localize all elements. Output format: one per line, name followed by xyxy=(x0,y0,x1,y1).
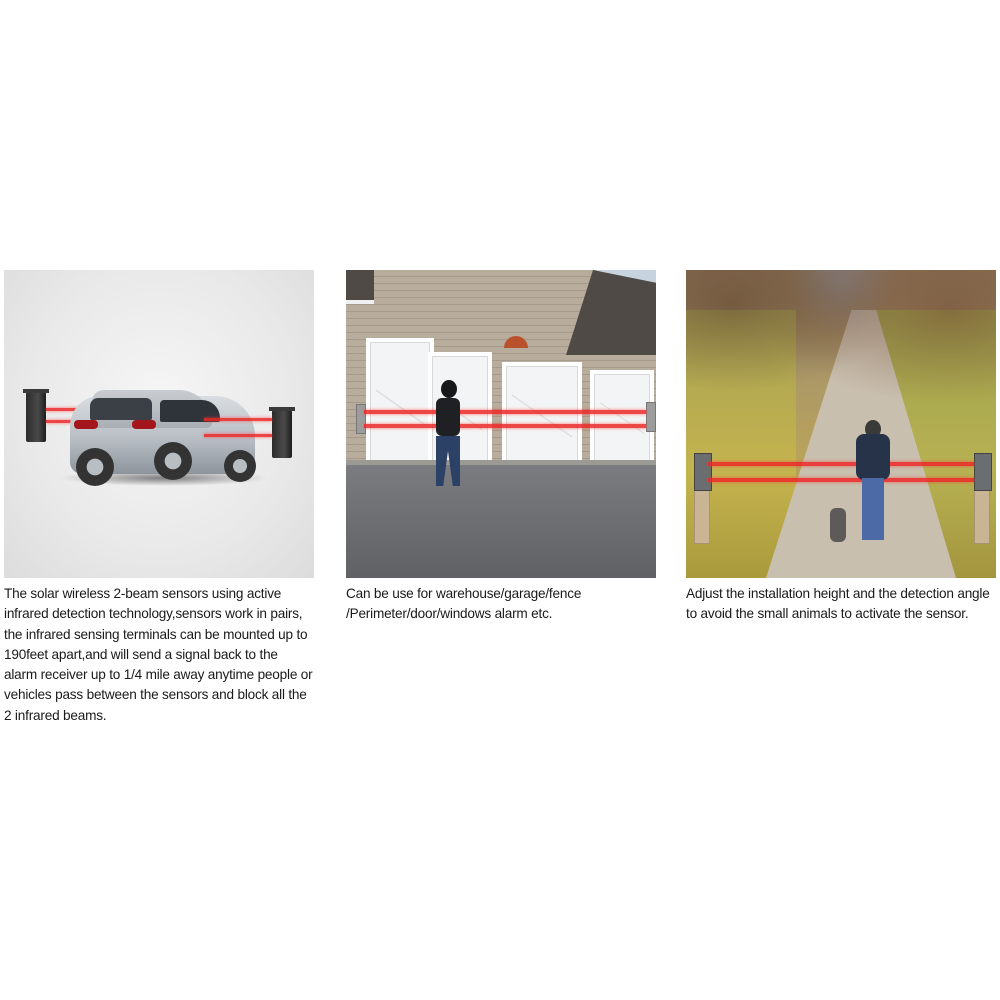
infrared-beam xyxy=(364,410,646,414)
dog xyxy=(830,508,846,542)
caption-garage: Can be use for warehouse/garage/fence /Perimeter/door/windows alarm etc. xyxy=(346,586,582,622)
bare-trees xyxy=(686,270,996,440)
panel-lane xyxy=(686,270,996,625)
right-sensor-post xyxy=(974,454,990,544)
infrared-beam xyxy=(204,434,272,437)
left-sensor-post xyxy=(26,392,46,442)
wheel xyxy=(224,450,256,482)
infrared-beam xyxy=(364,424,646,428)
left-sensor xyxy=(356,404,366,434)
right-sensor-post xyxy=(272,410,292,458)
infrared-beam xyxy=(204,418,272,421)
wheel xyxy=(76,448,114,486)
garage-door xyxy=(590,370,654,466)
caption-lane: Adjust the installation height and the detection angle to avoid the small animals to activate the sensor. xyxy=(686,586,990,622)
caption-car: The solar wireless 2-beam sensors using active infrared detection technology,sensors work in pairs, the infrared sensing terminals can be mounted up to 190feet apart,and will send a signal back to the alarm receiver up to 1/4 mile away anytime people or vehicles pass between the sensors and block all the 2 infrared beams. xyxy=(4,586,313,723)
wheel xyxy=(154,442,192,480)
panel-car xyxy=(4,270,314,726)
left-sensor-post xyxy=(694,454,710,544)
infrared-beam xyxy=(708,462,974,466)
intruder xyxy=(434,380,462,490)
car-sensor-image xyxy=(4,270,314,578)
panel-garage xyxy=(346,270,656,625)
man-walking xyxy=(852,420,896,545)
lane-sensor-image xyxy=(686,270,996,578)
garage-door xyxy=(366,338,434,476)
garage-door xyxy=(502,362,582,470)
road xyxy=(346,465,656,578)
infrared-beam xyxy=(708,478,974,482)
right-sensor xyxy=(646,402,656,432)
garage-sensor-image xyxy=(346,270,656,578)
